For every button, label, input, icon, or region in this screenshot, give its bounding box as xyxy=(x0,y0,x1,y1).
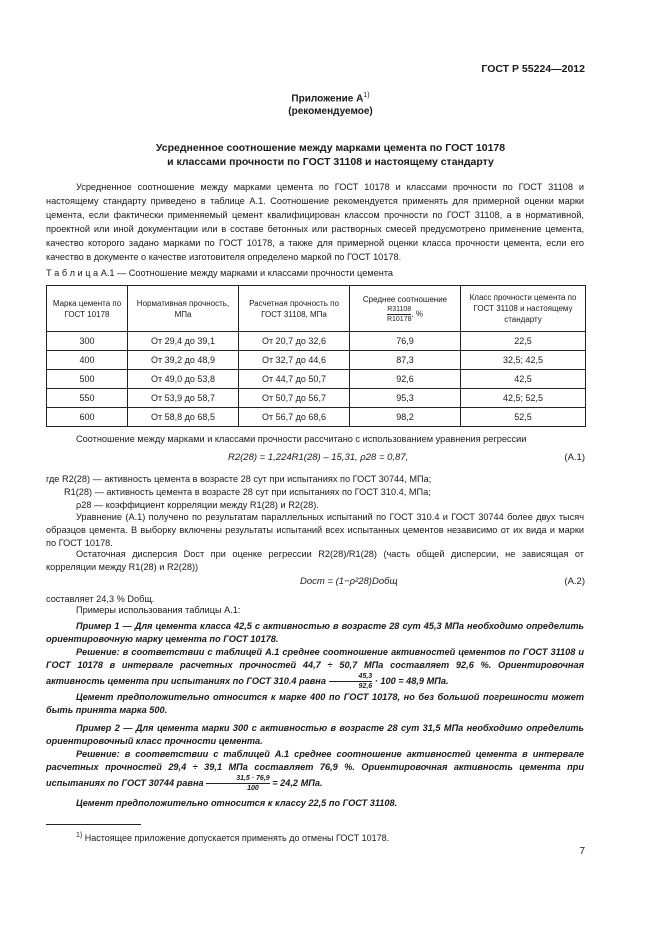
table-row xyxy=(47,351,586,370)
table-cell: 300 xyxy=(47,332,128,351)
example-1-task: Пример 1 — Для цемента класса 42,5 с активностью в возрасте 28 сут 45,3 МПа необходимо определить ориентировочную марку цемента по ГОСТ 10178. xyxy=(46,621,584,644)
table-cell: 52,5 xyxy=(461,408,586,427)
footnote-mark: 1) xyxy=(76,832,83,839)
example-2-numerator: 31,5 · 76,9 xyxy=(206,774,269,784)
table-caption: Т а б л и ц а А.1 — Соотношение между марками и классами прочности цемента xyxy=(46,268,394,278)
table-header-text: Расчетная прочность по ГОСТ 31108, МПа xyxy=(249,298,339,319)
table-cell: 76,9 xyxy=(350,332,461,351)
table-cell: 22,5 xyxy=(461,332,586,351)
example-1-denominator: 92,6 xyxy=(358,683,373,690)
where-rho: ρ28 — коэффициент корреляции между R1(28) и R2(28). xyxy=(76,500,319,510)
appendix-subtitle: (рекомендуемое) xyxy=(288,106,373,117)
ratio-denominator: R10178 xyxy=(386,315,412,323)
table-cell: От 49,0 до 53,8 xyxy=(128,370,239,389)
example-2-solution xyxy=(46,748,584,793)
formula-a2: Dост = (1−ρ²28)Dобщ xyxy=(300,576,398,587)
table-cell: 98,2 xyxy=(350,408,461,427)
table-header-cell xyxy=(239,286,350,332)
page-number: 7 xyxy=(579,846,585,857)
appendix-title xyxy=(0,92,661,104)
table-row xyxy=(47,408,586,427)
formula-a1-number: (А.1) xyxy=(564,452,585,463)
table-cell: От 32,7 до 44,6 xyxy=(239,351,350,370)
heading-line-1: Усредненное соотношение между марками цемента по ГОСТ 10178 xyxy=(155,142,506,154)
table-cell: 500 xyxy=(47,370,128,389)
formula-a1: R2(28) = 1,224R1(28) – 15,31, ρ28 = 0,87, xyxy=(228,452,409,463)
ratio-fraction xyxy=(387,305,412,324)
table-cell: От 53,9 до 58,7 xyxy=(128,389,239,408)
dispersion-text: Остаточная дисперсия Dост при оценке регрессии R2(28)/R1(28) (часть общей дисперсии, не зависящая от корреляции между R1(28) и R2(28)) xyxy=(46,549,584,572)
table-cell: 95,3 xyxy=(350,389,461,408)
regression-basis: Уравнение (А.1) получено по результатам параллельных испытаний по ГОСТ 310.4 и ГОСТ 30744 более двух тысяч образцов цемента. В выборку включены результаты испытаний всех испытанных цементов независимо от их вида и марки по ГОСТ 10178. xyxy=(46,512,584,548)
table-row xyxy=(47,332,586,351)
example-2-calc: = 24,2 МПа. xyxy=(272,777,323,788)
table-cell: 87,3 xyxy=(350,351,461,370)
example-1-solution-text: Решение: в соответствии с таблицей А.1 среднее соотношение активностей цементов по ГОСТ 31108 и ГОСТ 10178 в интервале расчетных прочностей 44,7 ÷ 50,7 МПа составляет 92,6 %. Ориентировочная активность цемента при испытаниях по ГОСТ 310.4 равна xyxy=(46,647,584,686)
data-table xyxy=(46,285,586,427)
example-1-fraction xyxy=(329,672,373,691)
table-cell: От 39,2 до 48,9 xyxy=(128,351,239,370)
where-r2: где R2(28) — активность цемента в возрасте 28 сут при испытаниях по ГОСТ 30744, МПа; xyxy=(46,474,432,484)
example-1-solution xyxy=(46,646,584,691)
formula-a2-number: (А.2) xyxy=(564,576,585,587)
example-1-conclusion: Цемент предположительно относится к марке 400 по ГОСТ 10178, но без большой погрешности может быть принята марка 500. xyxy=(46,692,584,715)
dispersion-result: составляет 24,3 % Dобщ. xyxy=(46,594,155,604)
intro-paragraph: Усредненное соотношение между марками цемента по ГОСТ 10178 и классами прочности по ГОСТ 31108 и настоящему стандарту приведено в таблице А.1. Соотношение рекомендуется применять для примерной оценки марки цемента, если фактически применяемый цемент квалифицирован классом прочности по ГОСТ 31108, а в нормативной, проектной или иной документации или в составе бетонных или растворных смесей предусмотрено применение цемента, качество которого задано марками по ГОСТ 10178, а также для примерной оценки класса прочности цемента, если его качество в документе о качестве изготовителя определено маркой по ГОСТ 10178. xyxy=(46,182,584,262)
appendix-title-text: Приложение А xyxy=(291,93,364,105)
example-1-calc: · 100 = 48,9 МПа. xyxy=(374,675,449,686)
table-cell: 42,5 xyxy=(461,370,586,389)
table-cell: От 29,4 до 39,1 xyxy=(128,332,239,351)
heading-line-2: и классами прочности по ГОСТ 31108 и настоящему стандарту xyxy=(167,156,494,168)
footnote-divider xyxy=(46,824,141,825)
example-2-task: Пример 2 — Для цемента марки 300 с активностью в возрасте 28 сут 31,5 МПа необходимо определить ориентировочный класс прочности цемента. xyxy=(46,723,584,746)
table-cell: От 58,8 до 68,5 xyxy=(128,408,239,427)
example-1-numerator: 45,3 xyxy=(329,672,373,682)
table-cell: От 20,7 до 32,6 xyxy=(239,332,350,351)
example-2-conclusion: Цемент предположительно относится к классу 22,5 по ГОСТ 31108. xyxy=(76,798,398,808)
where-r1: R1(28) — активность цемента в возрасте 28 сут при испытаниях по ГОСТ 310.4, МПа; xyxy=(64,487,431,497)
table-header-cell: Марка цемента по ГОСТ 10178 xyxy=(47,286,128,332)
table-header-cell: Нормативная прочность, МПа xyxy=(128,286,239,332)
ratio-header-label: Среднее соотношение xyxy=(362,294,448,304)
table-header-cell xyxy=(350,286,461,332)
table-cell: 600 xyxy=(47,408,128,427)
example-2-denominator: 100 xyxy=(247,785,259,792)
table-cell: 32,5; 42,5 xyxy=(461,351,586,370)
example-2-fraction xyxy=(206,774,269,793)
appendix-footnote-mark: 1) xyxy=(363,92,370,99)
table-cell: От 50,7 до 56,7 xyxy=(239,389,350,408)
ratio-unit: , % xyxy=(411,309,424,319)
table-cell: 92,6 xyxy=(350,370,461,389)
document-id: ГОСТ Р 55224—2012 xyxy=(481,63,585,75)
footnote xyxy=(76,829,584,845)
table-cell: От 44,7 до 50,7 xyxy=(239,370,350,389)
regression-lead: Соотношение между марками и классами прочности рассчитано с использованием уравнения регрессии xyxy=(76,434,527,444)
table-cell: 42,5; 52,5 xyxy=(461,389,586,408)
example-2-solution-text: Решение: в соответствии с таблицей А.1 среднее соотношение активностей цемента в интервале расчетных прочностей 29,4 ÷ 39,1 МПа составляет 76,9 %. Ориентировочная активность цемента при испытаниях по ГОСТ 30744 равна xyxy=(46,749,584,788)
footnote-text: Настоящее приложение допускается применять до отмены ГОСТ 10178. xyxy=(84,833,390,843)
table-header-row xyxy=(47,286,586,332)
table-row xyxy=(47,370,586,389)
table-header-cell: Класс прочности цемента по ГОСТ 31108 и настоящему стандарту xyxy=(461,286,586,332)
table-row xyxy=(47,389,586,408)
table-cell: 550 xyxy=(47,389,128,408)
examples-lead: Примеры использования таблицы А.1: xyxy=(76,605,241,615)
ratio-numerator: R31108 xyxy=(387,305,412,313)
table-cell: 400 xyxy=(47,351,128,370)
table-cell: От 56,7 до 68,6 xyxy=(239,408,350,427)
